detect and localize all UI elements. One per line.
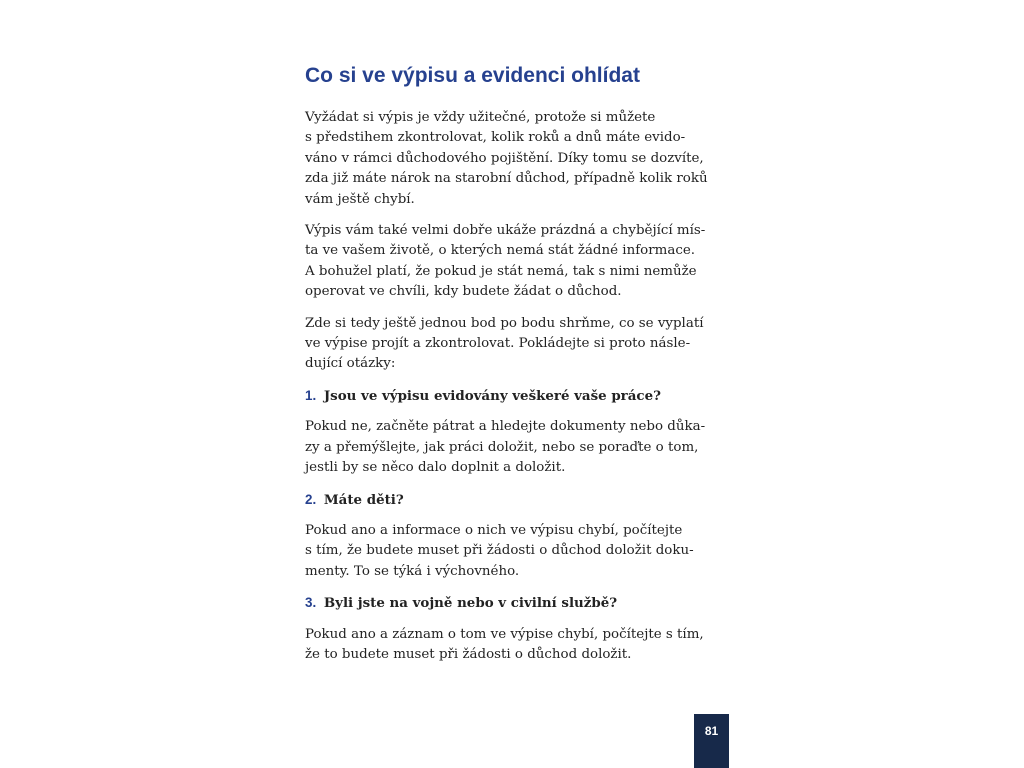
text-line: s předstihem zkontrolovat, kolik roků a dnů máte evido- [305, 130, 686, 146]
text-line: váno v rámci důchodového pojištění. Díky tomu se dozvíte, [305, 150, 704, 166]
text-line: Výpis vám také velmi dobře ukáže prázdná a chybějící mís- [305, 223, 706, 239]
text-line: Pokud ne, začněte pátrat a hledejte dokumenty nebo důka- [305, 419, 706, 435]
intro-paragraph-2 [305, 221, 725, 303]
question-heading-3 [305, 593, 725, 613]
text-line: s tím, že budete muset při žádosti o důchod doložit doku- [305, 543, 694, 559]
page-content [305, 62, 725, 676]
question-number: 1. [305, 387, 317, 403]
text-line: jestli by se něco dalo doplnit a doložit. [305, 460, 566, 476]
text-line: Zde si tedy ještě jednou bod po bodu shrňme, co se vyplatí [305, 315, 704, 331]
text-line: Pokud ano a záznam o tom ve výpise chybí, počítejte s tím, [305, 626, 704, 642]
answer-paragraph-3 [305, 625, 725, 666]
question-text: Máte děti? [323, 491, 404, 508]
text-line: menty. To se týká i výchovného. [305, 563, 520, 579]
text-line: ta ve vašem životě, o kterých nemá stát žádné informace. [305, 243, 695, 259]
question-text: Byli jste na vojně nebo v civilní službě? [323, 595, 618, 612]
text-line: že to budete muset při žádosti o důchod doložit. [305, 646, 632, 662]
text-line: Vyžádat si výpis je vždy užitečné, protože si můžete [305, 110, 656, 125]
page-number-tab [694, 714, 729, 768]
text-line: zy a přemýšlejte, jak práci doložit, nebo se poraďte o tom, [305, 439, 699, 455]
page-number: 81 [704, 724, 719, 738]
text-line: vám ještě chybí. [305, 191, 415, 207]
answer-paragraph-1 [305, 417, 725, 478]
intro-paragraph-3 [305, 314, 725, 375]
text-line: operovat ve chvíli, kdy budete žádat o důchod. [305, 284, 622, 300]
question-text: Jsou ve výpisu evidovány veškeré vaše práce? [323, 387, 661, 404]
text-line: Pokud ano a informace o nich ve výpisu chybí, počítejte [305, 522, 683, 538]
question-number: 2. [305, 491, 317, 507]
question-heading-1 [305, 386, 725, 406]
intro-paragraph-1 [305, 108, 725, 210]
text-line: ve výpise projít a zkontrolovat. Pokládejte si proto násle- [305, 336, 691, 352]
text-line: zda již máte nárok na starobní důchod, případně kolik roků [305, 171, 708, 187]
question-number: 3. [305, 595, 317, 611]
question-heading-2 [305, 490, 725, 510]
text-line: dující otázky: [305, 356, 396, 372]
text-line: A bohužel platí, že pokud je stát nemá, tak s nimi nemůže [305, 263, 697, 279]
page-title: Co si ve výpisu a evidenci ohlídat [305, 64, 640, 87]
answer-paragraph-2 [305, 521, 725, 582]
